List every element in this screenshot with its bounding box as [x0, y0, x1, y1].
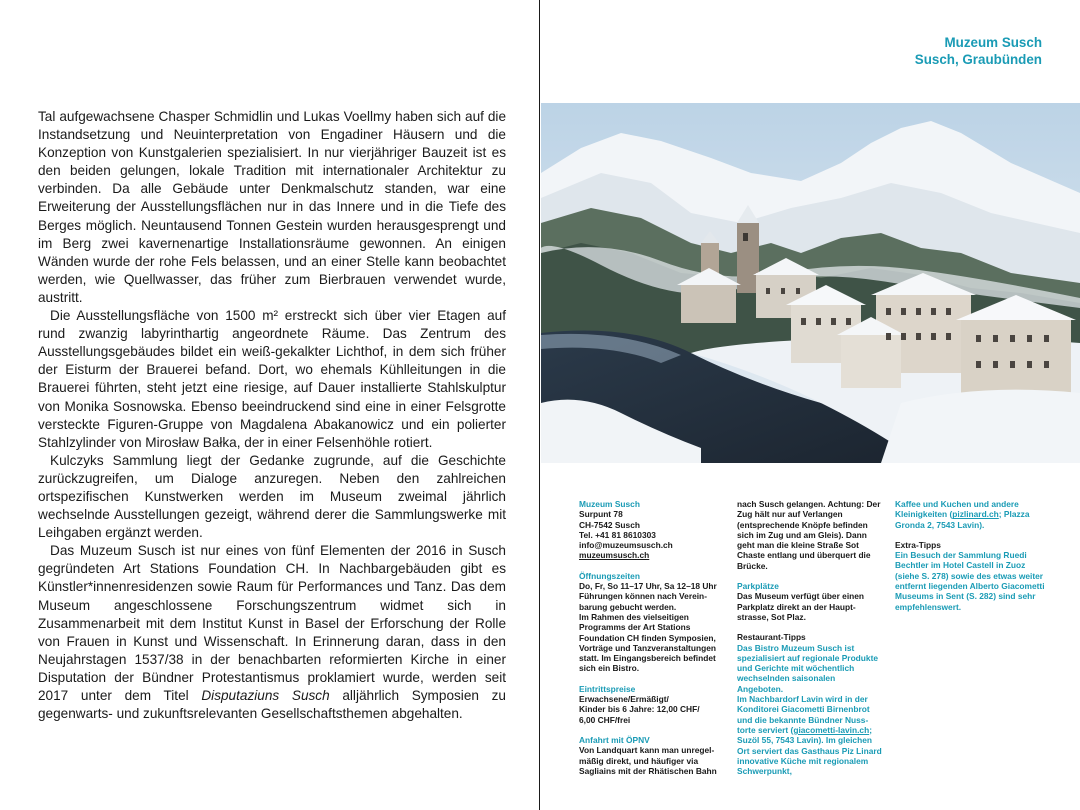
parking-text: Das Museum verfügt über einen Parkplatz direkt an der Hauptstrasse, Sot Plaz. [737, 591, 865, 622]
body-text [38, 108, 506, 723]
info-column-3 [895, 499, 1045, 612]
restaurant-heading: Restaurant-Tipps [737, 632, 806, 643]
museum-website-link[interactable]: muzeumsusch.ch [579, 550, 650, 561]
giacometti-link[interactable]: giacometti-lavin.ch [793, 724, 870, 735]
restaurant-cont-b: ; Plazza Gronda 2, 7543 Lavin). [895, 509, 1030, 530]
museum-address: Surpunt 78 CH-7542 Susch Tel. +41 81 8610303 info@muzeumsusch.ch [579, 509, 673, 551]
running-head-location: Susch, Graubünden [914, 51, 1042, 67]
transit-text: Von Landquart kann man unregelmäßig direkt, und häufiger via Sagliains mit der Rhätischen Bahn [579, 745, 717, 776]
paragraph-3: Kulczyks Sammlung liegt der Gedanke zugrunde, auf die Geschichte zurückzugreifen, um Dialoge anzuregen. Neben den zahlreichen ortspezifischen Kunstwerken werden im Museum zweimal jährlich wechselnde Ausstellungen gezeigt, während derer die Sammlungswerke mit Leihgaben ergänzt werden. [38, 452, 506, 541]
parking-heading: Parkplätze [737, 581, 779, 592]
restaurant-text-a: Das Bistro Muzeum Susch ist spezialisiert auf regionale Produkte und Gerichte mit wöchentlich wechselnden saisonalen Angeboten. Im Nachbardorf Lavin wird in der Konditorei Giacometti Birnenbrot und die bekannte Bündner Nusstorte serviert ( [737, 642, 879, 735]
paragraph-4 [38, 542, 506, 723]
page-gutter [539, 0, 540, 810]
museum-name-heading: Muzeum Susch [579, 499, 640, 509]
winter-village-photo-icon [541, 103, 1080, 463]
running-head [915, 35, 1042, 68]
restaurant-text [737, 643, 883, 777]
restaurant-text-continued [895, 499, 1045, 530]
pizlinard-link[interactable]: pizlinard.ch [952, 509, 999, 520]
opening-hours-text: Do, Fr, So 11–17 Uhr, Sa 12–18 Uhr Führungen können nach Vereinbarung gebucht werden. Im Rahmen des vielseitigen Programms der Art Stations Foundation CH finden Symposien, Vorträge und Tanzveranstaltungen statt. Im Eingangsbereich befindet sich ein Bistro. [579, 581, 717, 674]
extra-tips-heading: Extra-Tipps [895, 539, 941, 550]
running-head-title: Muzeum Susch [944, 35, 1042, 50]
admission-text: Erwachsene/Ermäßigt/ Kinder bis 6 Jahre: 12,00 CHF/ 6,00 CHF/frei [579, 694, 700, 725]
restaurant-text-b: ; Suzöl 55, 7543 Lavin). Im gleichen Ort serviert das Gasthaus Piz Linard innovative Küche mit regionalem Schwerpunkt, [737, 724, 882, 777]
paragraph-4-title: Disputaziuns Susch [201, 688, 330, 703]
info-column-1 [579, 499, 727, 776]
extra-tips-text: Ein Besuch der Sammlung Ruedi Bechtler im Hotel Castell in Zuoz (siehe S. 278) sowie des etwas weiter entfernt liegenden Alberto Giacometti Museums in Sent (S. 282) sind sehr empfehlenswert. [895, 550, 1045, 612]
transit-text-continued: nach Susch gelangen. Achtung: Der Zug hält nur auf Verlangen (entsprechende Knöpfe befinden sich im Zug und am Gleis). Dann geht man die kleine Straße Sot Chaste entlang und überquert die Brücke. [737, 499, 881, 571]
village-photo [541, 103, 1080, 463]
paragraph-4-part-a: Das Muzeum Susch ist nur eines von fünf Elementen der 2016 in Susch gegründeten Art Stations Foundation CH. In Nachbargebäuden gibt es Künstler*innenresidenzen sowie Raum für Performances und Tanz. Das dem Museum angeschlossene Forschungszentrum widmet sich in Zusammenarbeit mit dem Institut Kunst in Basel der Erforschung der Rolle von Frauen in Kunst und Wissenschaft. In Erinnerung daran, dass in den Neujahrstagen 1537/38 in der benachbarten reformierten Kirche in einer Disputation der Bündner Protestantismus proklamiert wurde, werden seit 2017 unter dem Titel [38, 543, 506, 703]
paragraph-4-part-b: alljährlich Symposien zu gegenwarts- und zukunftsrelevanten Gesellschaftsthemen abgehalten. [38, 688, 506, 722]
restaurant-cont-a: Kaffee und Kuchen und andere Kleinigkeiten ( [895, 499, 1019, 520]
opening-hours-heading: Öffnungszeiten [579, 570, 640, 581]
admission-heading: Eintrittspreise [579, 683, 636, 694]
info-column-2 [737, 499, 883, 776]
paragraph-1: Tal aufgewachsene Chasper Schmidlin und Lukas Voellmy haben sich auf die Instandsetzung und Neuinterpretation von Engadiner Häusern und die Konzeption von Kunstgalerien spezialisiert. In nur vierjähriger Bauzeit ist es den beiden gelungen, lokale Tradition mit internationaler Architektur zu verbinden. Da alle Gebäude unter Denkmalschutz standen, war eine Erweiterung der Ausstellungsflächen nur in das Innere und in die Tiefe des Berges möglich. Neuntausend Tonnen Gestein wurden herausgesprengt und im Berg zwei kavernenartige Installationsräume gewonnen. An einigen Wänden wurde der rohe Fels belassen, und an einer Stelle kann beobachtet werden, wie Quellwasser, das früher zum Bierbrauen verwendet wurde, austritt. [38, 109, 506, 305]
transit-heading: Anfahrt mit ÖPNV [579, 734, 650, 745]
paragraph-2: Die Ausstellungsfläche von 1500 m² erstreckt sich über vier Etagen auf rund zwanzig labyrinthartig angeordnete Räume. Das Zentrum des Ausstellungsgebäudes bildet ein weiß-gekalkter Lichthof, in dem sich früher der Eisturm der Brauerei befand. Dort, wo ehemals Kühlleitungen in die Brauerei führten, steht jetzt eine riesige, auf Dauer installierte Stahlskulptur von Monika Sosnowska. Ebenso beeindruckend sind eine in einer Felsgrotte versteckte Figuren-Gruppe von Magdalena Abakanowicz und ein polierter Stahlzylinder von Mirosław Bałka, der in einer Felsenhöhle rotiert. [38, 308, 506, 450]
